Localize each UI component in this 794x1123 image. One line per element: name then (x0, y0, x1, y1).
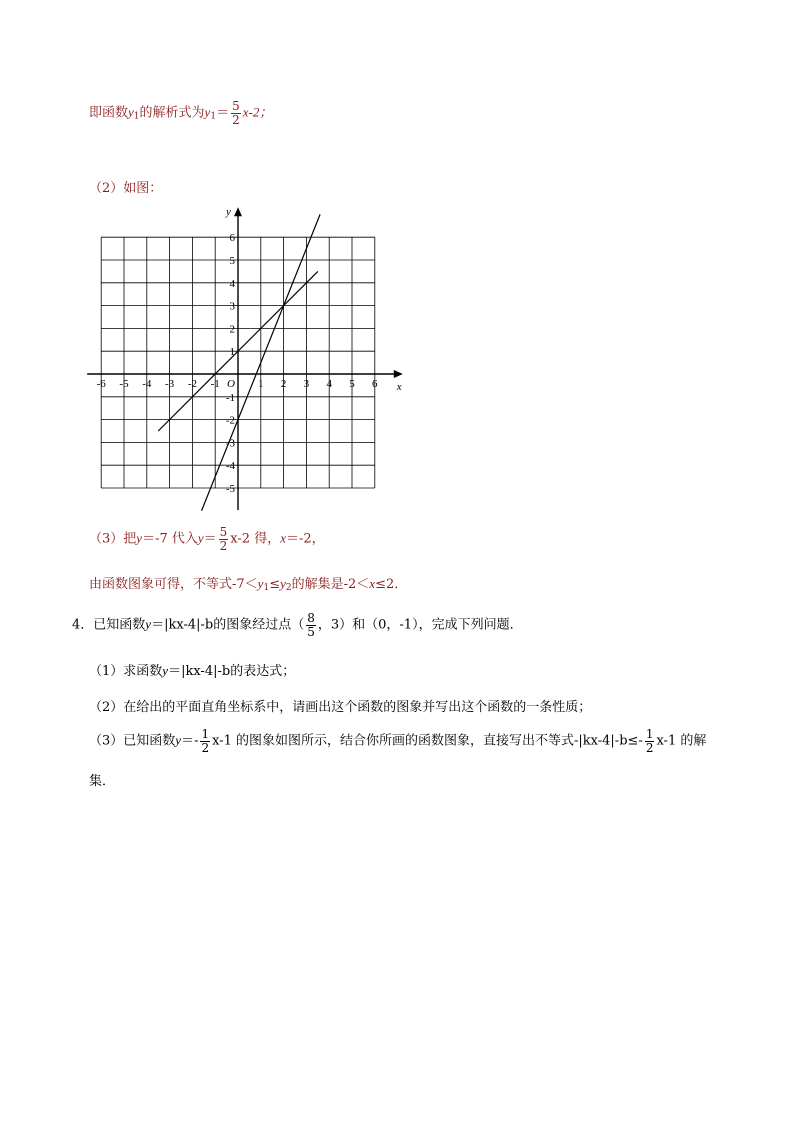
y-tick-label: 2 (229, 323, 235, 336)
x-tick-label: 2 (280, 378, 287, 390)
text: （3）把 (89, 531, 137, 547)
fraction-numerator: 8 (307, 611, 315, 625)
y-tick-label: -1 (225, 391, 235, 404)
question-number: 4． (72, 617, 94, 633)
y-tick-label: -2 (225, 414, 235, 427)
q4-intro (72, 612, 523, 638)
fraction (231, 100, 241, 126)
coordinate-graph (85, 198, 415, 518)
var-y: y (257, 576, 264, 591)
text: 的解集是-2＜ (291, 577, 370, 592)
subscript: 2 (285, 583, 292, 593)
text: x-1 的图象如图所示，结合你所画的函数图象，直接写出不等式-|kx-4|-b≤- (212, 733, 643, 749)
y-tick-label: 5 (229, 255, 235, 267)
equals: ＝ (203, 531, 217, 547)
x-tick-label: -4 (142, 378, 152, 390)
y-tick-label: 6 (229, 232, 235, 245)
fraction-denominator: 2 (232, 112, 240, 127)
solution-line-1 (89, 100, 272, 126)
conclusion-line (89, 573, 407, 593)
x-tick-label: -5 (119, 378, 129, 390)
fraction (645, 728, 655, 754)
y-tick-label: -3 (225, 437, 235, 450)
text: （3）已知函数 (89, 733, 176, 749)
part-3-line (89, 526, 325, 552)
x-axis-arrow (394, 370, 403, 378)
text: ，3）和（0，-1），完成下列问题． (317, 617, 523, 633)
fraction-denominator: 2 (645, 740, 654, 755)
y-axis-arrow (234, 207, 242, 216)
fraction-numerator: 1 (645, 727, 654, 741)
fraction (219, 526, 229, 552)
text: 由函数图象可得，不等式-7＜ (89, 577, 258, 592)
text: ＝-7 代入 (142, 531, 198, 547)
fraction-numerator: 5 (219, 525, 228, 539)
y-axis-label: y (226, 206, 231, 219)
subscript: 1 (133, 111, 140, 122)
var-y: y (175, 732, 182, 748)
fraction-numerator: 5 (232, 99, 240, 113)
var-y: y (128, 104, 134, 120)
var-y: y (280, 576, 286, 591)
x-tick-label: -6 (96, 378, 106, 390)
text: 的图象经过点（ (213, 617, 305, 633)
expression: ＝|kx-4|-b (168, 664, 231, 679)
text: ＝-2， (285, 531, 325, 547)
fraction (200, 728, 210, 754)
x-tick-label: 4 (326, 378, 332, 390)
x-tick-label: 3 (303, 378, 310, 390)
var-x: x (280, 530, 286, 546)
text: x-2； (242, 104, 273, 120)
x-tick-label: -1 (210, 378, 220, 390)
y-tick-label: 3 (229, 300, 235, 313)
y-tick-label: -5 (225, 483, 235, 495)
q4-sub-3 (89, 728, 706, 754)
text: 的表达式； (230, 664, 296, 679)
fraction-denominator: 5 (307, 624, 315, 639)
subscript: 1 (210, 111, 217, 122)
text: x-1 的解 (656, 733, 707, 749)
subscript: 1 (263, 583, 270, 593)
q4-sub-1 (89, 660, 295, 679)
text: ≤2． (375, 577, 408, 592)
text: 的解析式为 (139, 105, 205, 121)
var-y: y (145, 616, 152, 632)
origin-label: O (227, 378, 235, 390)
x-tick-label: 1 (258, 378, 264, 390)
text: （1）求函数 (89, 664, 163, 679)
q4-sub-3-wrap: 集． (89, 774, 116, 789)
fraction-numerator: 1 (201, 727, 210, 741)
text: ＝- (181, 733, 199, 749)
var-y: y (136, 530, 143, 546)
equals: ＝ (216, 105, 230, 121)
x-tick-label: -3 (165, 378, 175, 390)
x-tick-label: -2 (187, 378, 197, 390)
text: 已知函数 (93, 617, 146, 633)
fraction-denominator: 2 (201, 740, 210, 755)
y-tick-label: 1 (229, 346, 235, 359)
text: x-2 得， (230, 531, 281, 547)
var-y: y (162, 663, 169, 678)
q4-sub-2: （2）在给出的平面直角坐标系中，请画出这个函数的图象并写出这个函数的一条性质； (89, 700, 592, 715)
part-2-label: （2）如图： (89, 181, 163, 196)
var-y: y (204, 104, 211, 120)
expression: ＝|kx-4|-b (151, 617, 214, 633)
text: 即函数 (89, 105, 129, 121)
var-x: x (369, 576, 376, 591)
y-tick-label: 4 (229, 277, 235, 290)
x-tick-label: 6 (372, 378, 378, 390)
fraction-denominator: 2 (219, 538, 228, 553)
x-axis-label: x (396, 381, 402, 393)
x-tick-label: 5 (349, 378, 355, 390)
y-tick-label: -4 (225, 460, 235, 473)
var-y: y (197, 530, 204, 546)
text: ≤ (269, 577, 281, 592)
fraction (306, 612, 316, 638)
